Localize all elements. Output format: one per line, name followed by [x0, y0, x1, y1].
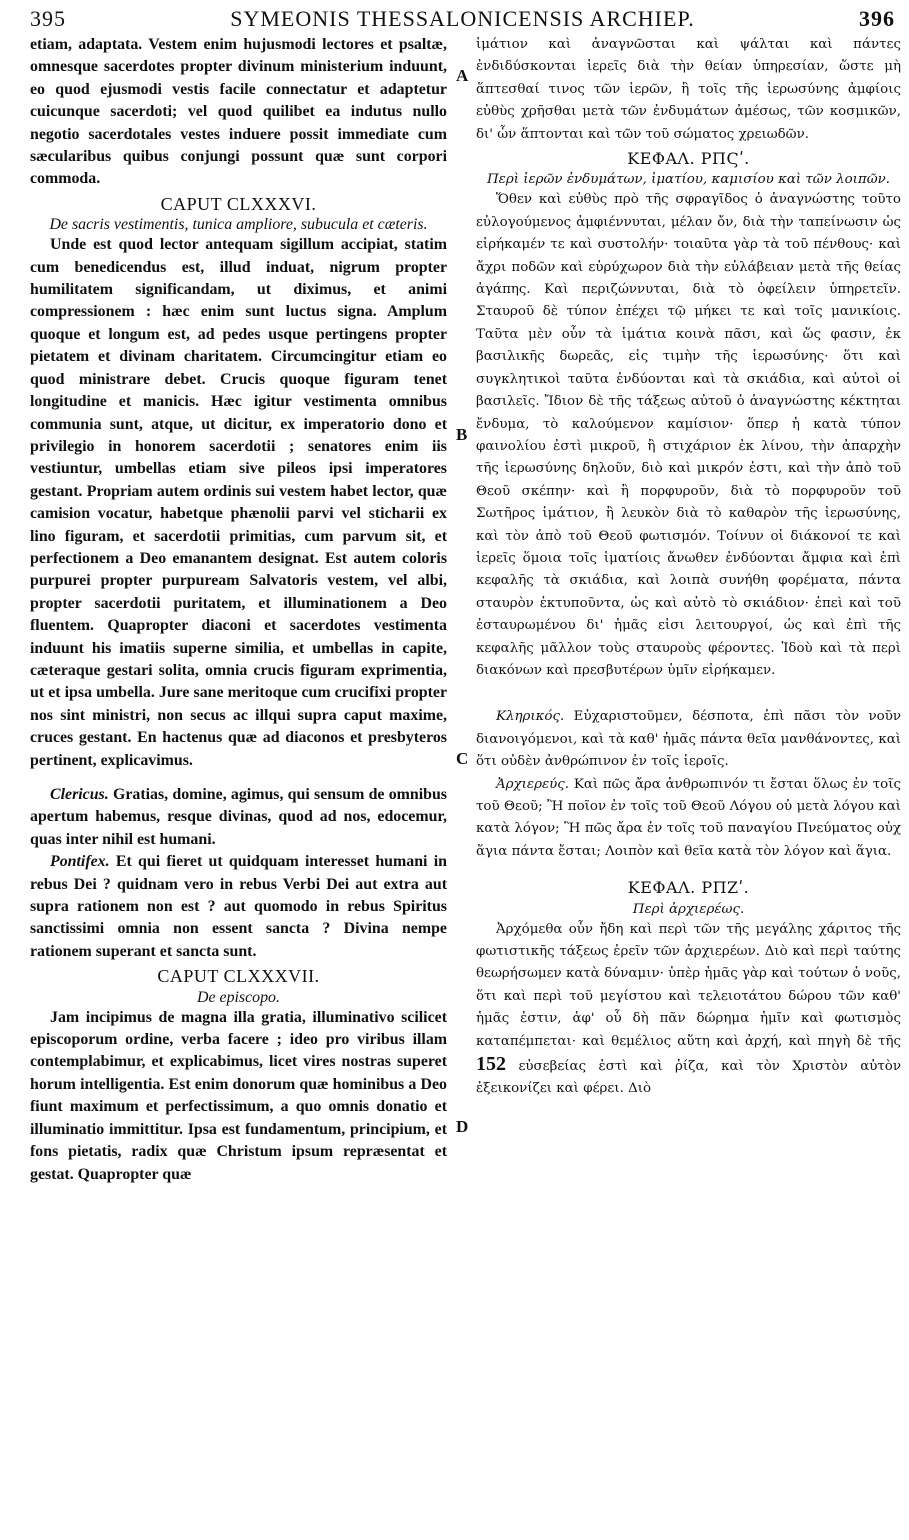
page-number-right: 396	[859, 6, 895, 31]
latin-dialogue-paragraph	[30, 784, 447, 851]
margin-marker-b: B	[456, 425, 468, 444]
latin-column	[30, 34, 447, 1186]
latin-paragraph-text: Et qui fieret ut quidquam interesset humani in rebus Dei ? quidnam vero in rebus Verbi Dei aut extra aut supra rationem non est ? aut quomodo in rebus Spiritus sanctissimi omnia non essent sancta ? Divina nempe rationem superant et sancta sunt.	[30, 853, 447, 960]
greek-chapter-subtitle: Περὶ ἱερῶν ἐνδυμάτων, ἱματίου, καμισίου καὶ τῶν λοιπῶν.	[486, 172, 891, 188]
latin-chapter-heading: CAPUT CLXXXVII.	[157, 966, 320, 987]
speaker-label: Clericus.	[50, 786, 109, 803]
speaker-label: Pontifex.	[50, 853, 110, 871]
margin-marker-c: C	[456, 749, 469, 768]
greek-paragraph-text: Ἀρχόμεθα οὖν ἤδη καὶ περὶ τῶν τῆς μεγάλης χάριτος τῆς φωτιστικῆς τάξεως ἐρεῖν τῶν ἀρχιερέων. Διὸ καὶ περὶ ταύτης θεωρήσωμεν κατὰ δύναμιν· ὑπὲρ ἡμᾶς γὰρ καὶ τούτων ὁ νοῦς, ὅτι καὶ περὶ τοῦ μεγίστου καὶ τελειοτάτου δώρου τῶν καθ' ἡμᾶς ἐστιν, ἀφ' οὗ δὴ πᾶν δώρημα ἡμῖν καὶ φωτισμὸς καταπέμπεται· καὶ θεμέλιος αὕτη καὶ ἀρχή, καὶ πηγὴ δὲ τῆς	[476, 921, 901, 1049]
greek-paragraph: Ὅθεν καὶ εὐθὺς πρὸ τῆς σφραγῖδος ὁ ἀναγνώστης τοῦτο εὐλογούμενος ἀμφιέννυται, μέλαν ὄν, διὰ τὴν ταπείνωσιν ὡς εἰρήκαμέν τε καὶ συστολήν· τοιαῦτα γὰρ τὰ τοῦ πένθους· καὶ ἄχρι ποδῶν καὶ εὐρύχωρον διὰ τὴν εὐλάβειαν μετὰ τῆς θείας ἀγάπης. Καὶ περιζώννυται, διὰ τὸ ὀφείλειν ὑπηρετεῖν. Σταυροῦ δὲ τύπον ἐπέχει τῷ μήκει τε καὶ τοῖς μανικίοις. Ταῦτα μὲν οὖν τὰ ἱμάτια κοινὰ πᾶσι, καὶ ὥς φασιν, ἐκ βασιλικῆς δωρεᾶς, εἰς τιμὴν τῆς ἱερωσύνης· ὅτι καὶ συγκλητικοὶ ταῦτα ἐνδύονται καὶ τὰ σκιάδια, καὶ αὐτοὶ οἱ βασιλεῖς. Ἴδιον δὲ τῆς τάξεως αὐτοῦ ὁ ἀναγνώστης κέκτηται ἔνδυμα, τὸ καλούμενον καμίσιον· ὅπερ ἡ κατὰ τύπον φαινολίου ἐστὶ μικροῦ, ἢ στιχάριον ἐκ λίνου, τὴν ἀπαρχὴν τῆς ἱερωσύνης δηλοῦν, διὸ καὶ μικρόν ἐστι, καὶ τὴν ἀπὸ τοῦ Θεοῦ σκέπην· καὶ ἢ πορφυροῦν, διὰ τὸ πορφυροῦν τοῦ Σωτῆρος ἱμάτιον, ἢ λευκὸν διὰ τὸ καθαρὸν τῆς ἱερωσύνης, καὶ τὸν ἀπὸ τοῦ Θεοῦ φωτισμόν. Τοίνυν οἱ διάκονοί τε καὶ ἱερεῖς ὅμοια τοῖς ἱματίοις ἄνωθεν ἐνδύονται ἄμφια καὶ ἐπὶ κεφαλῆς τὰ σκιάδια, καὶ λοιπὰ συνήθη φορέματα, πάντα σταυρὸν ἐκτυποῦντα, ὡς καὶ αὐτὸ τὸ σκιάδιον· ἐπεὶ καὶ τοῦ ἐσταυρωμένου δι' ἡμᾶς εἰσι λειτουργοί, ὡς καὶ ἐπὶ τῆς κεφαλῆς μᾶλλον τοὺς σταυροὺς φέροντες. Ἰδοὺ καὶ τὰ περὶ διακόνων καὶ πρεσβυτέρων ὑμῖν εἰρήκαμεν.	[476, 192, 901, 678]
margin-marker-a: A	[456, 66, 469, 85]
margin-marker-d: D	[456, 1117, 469, 1136]
page-number-left: 395	[30, 6, 66, 31]
column-number: 152	[476, 1053, 506, 1076]
latin-paragraph: etiam, adaptata. Vestem enim hujusmodi lectores et psaltæ, omnesque sacerdotes propter divinum ministerium induunt, eo quod ejusmodi vestis facile connectatur et adaptetur cuicunque sacerdoti; vel quod quilibet ea indutus nullo negotio sacerdotales vestes induere possit immediate cum sæcularibus quibus conjungi possunt quæ sunt corpori commoda.	[30, 36, 447, 188]
greek-paragraph-text: εὐσεβείας ἐστὶ καὶ ῥίζα, καὶ τὸν Χριστὸν αὐτὸν ἐξεικονίζει καὶ φέρει. Διὸ	[476, 1059, 901, 1097]
running-head	[30, 6, 895, 34]
greek-column	[476, 34, 901, 1101]
greek-paragraph	[476, 919, 901, 1101]
speaker-label: Ἀρχιερεύς.	[496, 776, 570, 792]
greek-dialogue-paragraph	[476, 774, 901, 864]
greek-chapter-heading: ΚΕΦΑΛ. ΡΠΖʹ.	[627, 878, 750, 898]
latin-paragraph: Unde est quod lector antequam sigillum accipiat, statim cum benedicendus est, illud induat, nigrum propter humilitatem significandam, ut diximus, et animi compressionem : hæc enim sunt luctus signa. Amplum quoque et longum est, ad pedes usque pertingens propter pietatem et divinam charitatem. Circumcingitur etiam eo quod ministrare debet. Crucis quoque figuram tenet longitudine et manicis. Hæc igitur vestimenta omnibus communia sunt, atque, ut dicitur, ex imperatorio dono et privilegio in honorem sacerdotii ; senatores enim iis vestiuntur, umbellas etiam sive pileos ipsi imperatores gestant. Propriam autem ordinis sui vestem habet lector, quæ camision vocatur, habetque phænolii parvi vel sticharii ex lino figuram, et sacerdotii primitias, cum parvum sit, et perfectionem a Deo emanantem designat. Est autem coloris purpurei propter purpuream Salvatoris vestem, vel albi, propter sacerdotii puritatem, et illuminationem a Deo fluentem. Quapropter diaconi et sacerdotes vestimenta induunt his imatiis superne similia, et umbellas in capite, cæteraque gestari solita, omnia crucis figuram exprimentia, ut et ipsa umbella. Jure sane meritoque cum crucifixi propter nos sint ministri, non secus ac illqui supra caput maxime, cruces gestant. En hactenus quæ ad diaconos et presbyteros pertinent, explicavimus.	[30, 236, 447, 769]
greek-paragraph-text: Καὶ πῶς ἄρα ἀνθρωπινόν τι ἔσται ὅλως ἐν τοῖς τοῦ Θεοῦ; Ἢ ποῖον ἐν τοῖς τοῦ Θεοῦ Λόγου οὐ μετὰ λόγου καὶ κατὰ λόγον; Ἢ πῶς ἄρα ἐν τοῖς τοῦ παναγίου Πνεύματος οὐχ ἅγια πάντα ἔσται; Λοιπὸν καὶ θεῖα κατὰ τὸν λόγον καὶ ἅγια.	[476, 776, 901, 859]
greek-dialogue-paragraph	[476, 706, 901, 773]
latin-chapter-subtitle: De episcopo.	[197, 988, 280, 1006]
greek-chapter-heading: ΚΕΦΑΛ. ΡΠϚʹ.	[627, 149, 750, 169]
running-title: SYMEONIS THESSALONICENSIS ARCHIEP.	[230, 6, 695, 31]
greek-paragraph: ἱμάτιον καὶ ἀναγνῶσται καὶ ψάλται καὶ πάντες ἐνδιδύσκονται ἱερεῖς διὰ τὴν θείαν ὑπηρεσίαν, ὥστε μὴ ἅπτεσθαί τινος τῶν ἱερῶν, ἢ τοῖς τῆς ἱερωσύνης ἀμφίοις εὐθὺς χρῆσθαι μετὰ τῶν ἐνδυμάτων ἀμέσως, τῶν κοσμικῶν, δι' ὧν ἅπτονται καὶ τῶν τοῦ σώματος χρειωδῶν.	[476, 37, 901, 142]
latin-chapter-heading: CAPUT CLXXXVI.	[160, 193, 317, 214]
greek-chapter-subtitle: Περὶ ἀρχιερέως.	[632, 901, 745, 917]
speaker-label: Κληρικός.	[496, 709, 565, 725]
latin-paragraph-text: Gratias, domine, agimus, qui sensum de omnibus apertum habemus, resque divinas, quod ad nos, edocemur, quas inter nihil est humani.	[30, 786, 447, 848]
latin-chapter-subtitle: De sacris vestimentis, tunica ampliore, subucula et cæteris.	[49, 216, 428, 234]
latin-dialogue-paragraph	[30, 851, 447, 963]
latin-paragraph: Jam incipimus de magna illa gratia, illuminativo scilicet episcoporum ordine, verba facere ; ideo pro viribus illam contemplabimur, et explicabimus, licet vires nostras superet horum intelligentia. Est enim donorum quæ hominibus a Deo fiunt maximum et perfectissimum, a quo omnis donatio et illuminatio immittitur. Ipsa est fundamentum, principium, et fons pietatis, radix quæ Christum ipsum repræsentat et gestat. Quapropter quæ	[30, 1008, 447, 1183]
greek-paragraph-text: Εὐχαριστοῦμεν, δέσποτα, ἐπὶ πᾶσι τὸν νοῦν διανοιγόμενοι, καὶ τὰ καθ' ἡμᾶς πάντα θεῖα μανθάνοντες, καὶ ὅτι οὐδὲν ἀνθρώπινον ἐν τοῖς ἱεροῖς.	[476, 709, 901, 770]
